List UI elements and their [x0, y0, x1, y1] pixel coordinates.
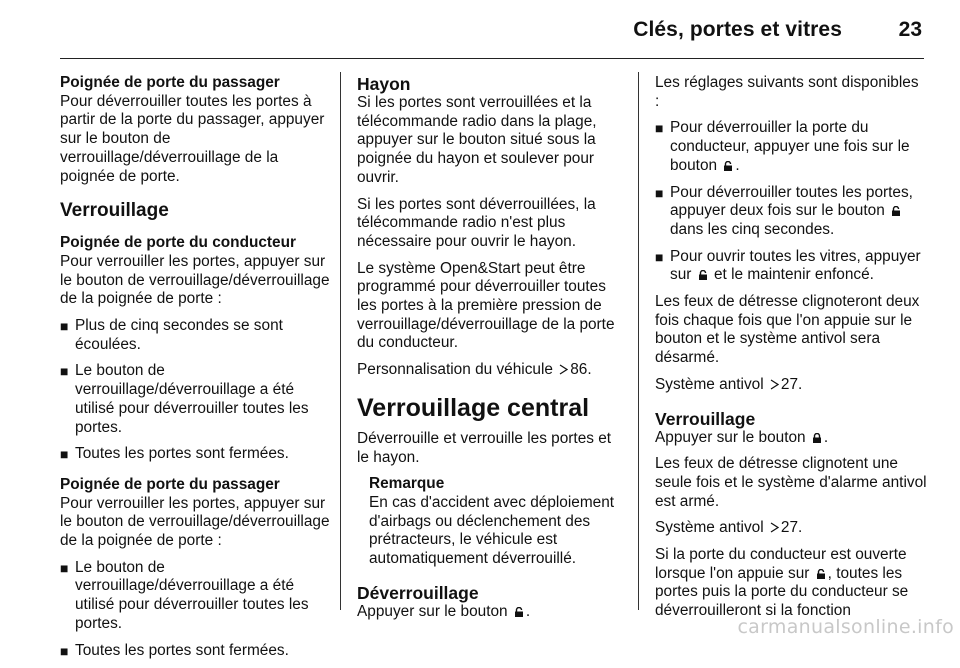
note-title: Remarque: [369, 475, 445, 493]
subheading-passenger-door-lock: Poignée de porte du passager: [60, 475, 280, 493]
cross-reference: Personnalisation du véhicule 86.: [357, 361, 592, 379]
heading-hayon: Hayon: [357, 74, 411, 94]
list-item: ■ Plus de cinq secondes se sont écoulées.: [60, 317, 283, 353]
subheading-passenger-door: Poignée de porte du passager: [60, 74, 280, 91]
bullet-list: [60, 559, 330, 661]
bullet-icon: ■: [655, 184, 664, 201]
column-3: [655, 74, 927, 629]
list-item: ■ Le bouton de verrouillage/déverrouillage a été utilisé pour déverrouiller toutes les portes.: [60, 362, 309, 436]
watermark: carmanualsonline.info: [737, 616, 954, 638]
list-item: ■ Pour ouvrir toutes les vitres, appuyer sur et le maintenir enfoncé.: [655, 247, 921, 284]
heading-verrouillage: Verrouillage: [655, 408, 756, 429]
paragraph: Les feux de détresse clignotent une seule fois et le système d'alarme antivol est armé.: [655, 455, 927, 510]
bullet-icon: ■: [60, 318, 69, 335]
paragraph: Le système Open&Start peut être programmé pour déverrouiller toutes les portes à la première pression de verrouillage/déverrouillage de la porte du conducteur.: [357, 259, 615, 352]
bullet-icon: ■: [60, 642, 69, 659]
bullet-icon: ■: [60, 363, 69, 380]
page-ref-arrow-icon: [770, 379, 779, 390]
heading-verrouillage: Verrouillage: [60, 200, 169, 222]
paragraph: Les feux de détresse clignoteront deux fois chaque fois que l'on appuie sur le bouton et le système antivol sera désarmé.: [655, 293, 920, 367]
bullet-icon: ■: [655, 248, 664, 265]
page-ref-arrow-icon: [770, 522, 779, 533]
cross-reference: Système antivol 27.: [655, 519, 803, 537]
column-2: [357, 74, 627, 629]
list-item: ■ Toutes les portes sont fermées.: [60, 445, 289, 463]
heading-deverrouillage: Déverrouillage: [357, 582, 479, 603]
bullet-list: [655, 119, 927, 285]
paragraph: Appuyer sur le bouton .: [357, 602, 531, 620]
paragraph: Les réglages suivants sont disponibles :: [655, 74, 919, 110]
paragraph: Si les portes sont verrouillées et la télécommande radio dans la plage, appuyer sur le bouton situé sous la poignée du hayon et soulever pour ouvrir.: [357, 94, 597, 186]
page-number: 23: [898, 18, 922, 41]
list-item: ■ Le bouton de verrouillage/déverrouillage a été utilisé pour déverrouiller toutes les portes.: [60, 558, 309, 632]
cross-reference: Système antivol 27.: [655, 375, 803, 393]
paragraph: Appuyer sur le bouton .: [655, 428, 829, 446]
list-item: ■ Pour déverrouiller la porte du conducteur, appuyer une fois sur le bouton .: [655, 119, 910, 174]
column-divider-2: [638, 72, 639, 610]
heading-verrouillage-central: Verrouillage central: [357, 393, 590, 422]
unlock-icon: [514, 607, 524, 617]
unlock-icon: [723, 161, 733, 171]
paragraph: Pour déverrouiller toutes les portes à partir de la porte du passager, appuyer sur le bouton de verrouillage/déverrouillage de la poignée de porte.: [60, 92, 325, 185]
column-1: [60, 74, 330, 668]
paragraph: Déverrouille et verrouille les portes et le hayon.: [357, 429, 612, 466]
paragraph: Pour verrouiller les portes, appuyer sur le bouton de verrouillage/déverrouillage de la poignée de porte :: [60, 252, 330, 308]
bullet-icon: ■: [655, 120, 664, 137]
unlock-icon: [816, 569, 826, 579]
unlock-icon: [698, 270, 708, 280]
note-text: En cas d'accident avec déploiement d'airbags ou déclenchement des prétracteurs, le véhicule est automatiquement déverrouillé.: [369, 493, 615, 568]
list-item: ■ Toutes les portes sont fermées.: [60, 641, 289, 659]
paragraph: Pour verrouiller les portes, appuyer sur le bouton de verrouillage/déverrouillage de la poignée de porte :: [60, 494, 330, 550]
header-title: Clés, portes et vitres: [633, 18, 842, 41]
list-item: ■ Pour déverrouiller toutes les portes, appuyer deux fois sur le bouton dans les cinq secondes.: [655, 183, 913, 238]
lock-icon: [812, 433, 822, 443]
bullet-icon: ■: [60, 446, 69, 463]
subheading-driver-door: Poignée de porte du conducteur: [60, 234, 297, 252]
paragraph: Si les portes sont déverrouillées, la télécommande radio n'est plus nécessaire pour ouvrir le hayon.: [357, 195, 596, 250]
bullet-icon: ■: [60, 559, 69, 576]
unlock-icon: [891, 206, 901, 216]
page-ref-arrow-icon: [559, 364, 568, 375]
note-box: [357, 475, 627, 569]
paragraph: Si la porte du conducteur est ouverte lorsque l'on appuie sur , toutes les portes puis la porte du conducteur se déverrouilleront si la fonction: [655, 546, 909, 620]
bullet-list: [60, 317, 330, 464]
page-header: [60, 0, 924, 59]
column-divider-1: [340, 72, 341, 610]
